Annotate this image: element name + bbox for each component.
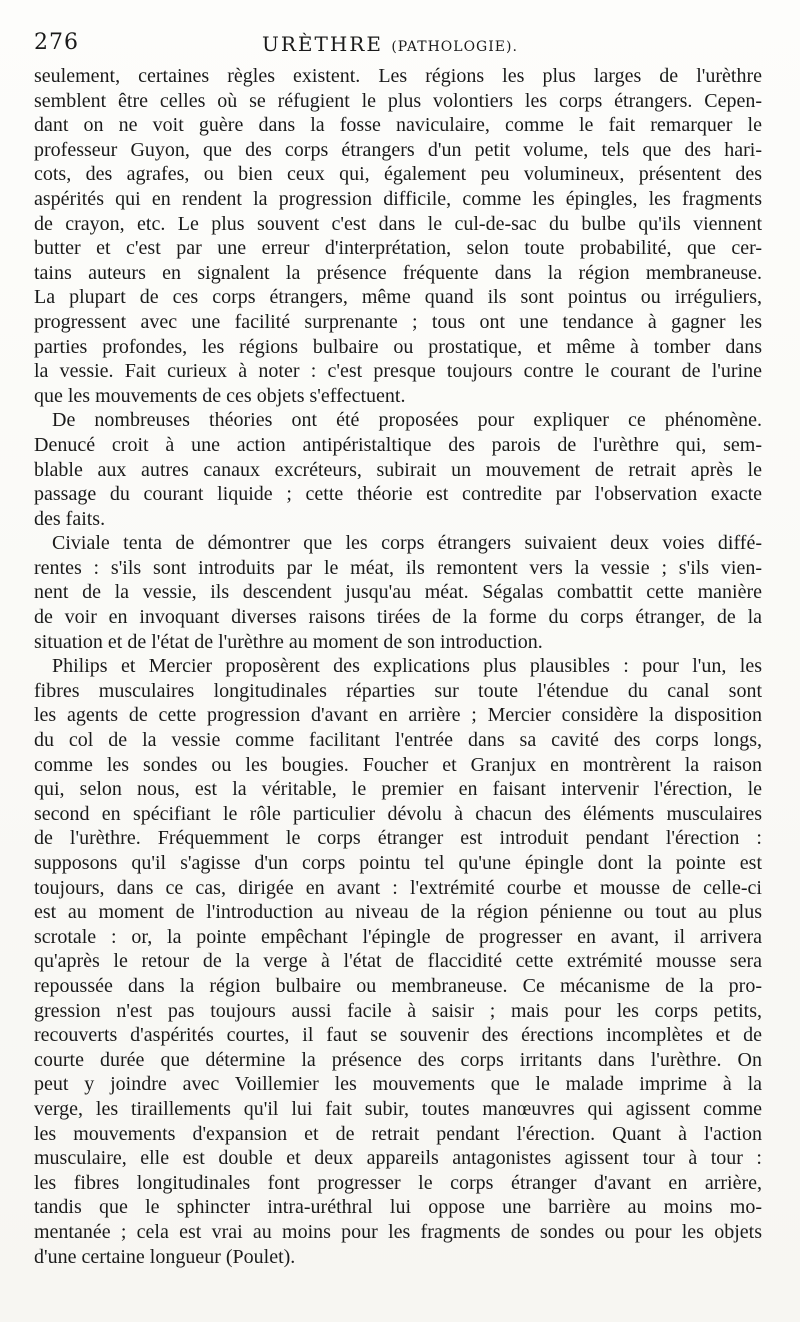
text-line: blable aux autres canaux excréteurs, subirait un mouvement de retrait après le bbox=[34, 458, 762, 481]
paragraph bbox=[34, 531, 762, 654]
body-text bbox=[34, 64, 762, 1269]
text-line: les agents de cette progression d'avant en arrière ; Mercier considère la disposition bbox=[34, 704, 762, 727]
text-line: courte durée que détermine la présence des corps irritants dans l'urèthre. On bbox=[34, 1048, 762, 1071]
text-line: butter et c'est par une erreur d'interprétation, selon toute probabilité, que cer- bbox=[34, 237, 762, 260]
text-line: musculaire, elle est double et deux appareils antagonistes agissent tour à tour : bbox=[34, 1147, 762, 1170]
text-line: tandis que le sphincter intra-uréthral lui oppose une barrière au moins mo- bbox=[34, 1196, 762, 1219]
text-line: cots, des agrafes, ou bien ceux qui, également peu volumineux, présentent des bbox=[34, 163, 762, 186]
text-line: d'une certaine longueur (Poulet). bbox=[34, 1245, 296, 1268]
text-line: de voir en invoquant diverses raisons tirées de la forme du corps étranger, de la bbox=[34, 606, 762, 629]
text-line: les mouvements d'expansion et de retrait pendant l'érection. Quant à l'action bbox=[34, 1122, 762, 1145]
text-line: du col de la vessie comme facilitant l'entrée dans sa cavité des corps longs, bbox=[34, 729, 762, 752]
text-line: de l'urèthre. Fréquemment le corps étranger est introduit pendant l'érection : bbox=[34, 827, 762, 850]
text-line: qui, selon nous, est la véritable, le premier en faisant intervenir l'érection, le bbox=[34, 778, 762, 801]
text-line: fibres musculaires longitudinales réparties sur toute l'étendue du canal sont bbox=[34, 679, 762, 702]
text-line: semblent être celles où se réfugient le plus volontiers les corps étrangers. Cepen- bbox=[34, 89, 762, 112]
text-line: supposons qu'il s'agisse d'un corps pointu tel qu'une épingle dont la pointe est bbox=[34, 852, 762, 874]
text-line: dant on ne voit guère dans la fosse naviculaire, comme le fait remarquer le bbox=[34, 114, 762, 137]
text-line: aspérités qui en rendent la progression difficile, comme les épingles, les fragments bbox=[34, 187, 762, 210]
text-line: est au moment de l'introduction au niveau de la région pénienne ou tout au plus bbox=[34, 901, 762, 924]
text-line: toujours, dans ce cas, dirigée en avant : l'extrémité courbe et mousse de celle-ci bbox=[34, 876, 762, 899]
page-number: 276 bbox=[34, 30, 79, 55]
text-line: progressent avec une facilité surprenante ; tous ont une tendance à gagner les bbox=[34, 310, 762, 333]
text-line: recouverts d'aspérités courtes, il faut se souvenir des érections incomplètes et de bbox=[34, 1024, 762, 1047]
text-line: professeur Guyon, que des corps étrangers d'un petit volume, tels que des hari- bbox=[34, 138, 762, 161]
text-line: situation et de l'état de l'urèthre au moment de son introduction. bbox=[34, 630, 543, 653]
text-line: que les mouvements de ces objets s'effectuent. bbox=[34, 384, 406, 407]
text-line: Denucé croit à une action antipéristaltique des parois de l'urèthre qui, sem- bbox=[34, 433, 762, 456]
text-line: comme les sondes ou les bougies. Foucher et Granjux en montrèrent la raison bbox=[34, 753, 762, 776]
text-line: seulement, certaines règles existent. Les régions les plus larges de l'urèthre bbox=[34, 65, 762, 87]
running-head-title: URÈTHRE bbox=[262, 32, 383, 56]
paragraph bbox=[34, 408, 762, 531]
text-line: De nombreuses théories ont été proposées pour expliquer ce phénomène. bbox=[52, 409, 762, 432]
page-header bbox=[34, 30, 760, 60]
text-line: repoussée dans la région bulbaire ou membraneuse. Ce mécanisme de la pro- bbox=[34, 974, 762, 997]
text-line: Civiale tenta de démontrer que les corps étrangers suivaient deux voies diffé- bbox=[52, 532, 762, 555]
text-line: tains auteurs en signalent la présence fréquente dans la région membraneuse. bbox=[34, 261, 762, 284]
text-line: Philips et Mercier proposèrent des explications plus plausibles : pour l'un, les bbox=[52, 655, 762, 678]
text-line: second en spécifiant le rôle particulier dévolu à chacun des éléments musculaires bbox=[34, 802, 762, 825]
paragraph bbox=[34, 654, 762, 1269]
text-line: nent de la vessie, ils descendent jusqu'au méat. Ségalas combattit cette manière bbox=[34, 581, 762, 604]
text-line: de crayon, etc. Le plus souvent c'est dans le cul-de-sac du bulbe qu'ils viennent bbox=[34, 212, 762, 235]
text-line: les fibres longitudinales font progresser le corps étranger d'avant en arrière, bbox=[34, 1171, 762, 1194]
paragraph bbox=[34, 64, 762, 408]
text-line: peut y joindre avec Voillemier les mouvements que le malade imprime à la bbox=[34, 1073, 762, 1096]
running-head-subtitle: (PATHOLOGIE). bbox=[391, 39, 518, 55]
text-line: qu'après le retour de la verge à l'état de flaccidité cette extrémité mousse sera bbox=[34, 950, 762, 973]
running-head bbox=[262, 32, 518, 56]
text-line: parties profondes, les régions bulbaire ou prostatique, et même à tomber dans bbox=[34, 335, 762, 358]
text-line: gression n'est pas toujours aussi facile à saisir ; mais pour les corps petits, bbox=[34, 999, 762, 1022]
text-line: scrotale : or, la pointe empêchant l'épingle de progresser en avant, il arrivera bbox=[34, 925, 762, 948]
text-line: mentanée ; cela est vrai au moins pour les fragments de sondes ou pour les objets bbox=[34, 1220, 762, 1243]
text-line: verge, les tiraillements qu'il lui fait subir, toutes manœuvres qui agissent comme bbox=[34, 1097, 762, 1120]
text-line: des faits. bbox=[34, 507, 106, 530]
text-line: passage du courant liquide ; cette théorie est contredite par l'observation exacte bbox=[34, 483, 762, 506]
text-line: rentes : s'ils sont introduits par le méat, ils remontent vers la vessie ; s'ils vien- bbox=[34, 556, 762, 579]
text-line: la vessie. Fait curieux à noter : c'est presque toujours contre le courant de l'urine bbox=[34, 360, 762, 383]
text-line: La plupart de ces corps étrangers, même quand ils sont pointus ou irréguliers, bbox=[34, 286, 762, 309]
